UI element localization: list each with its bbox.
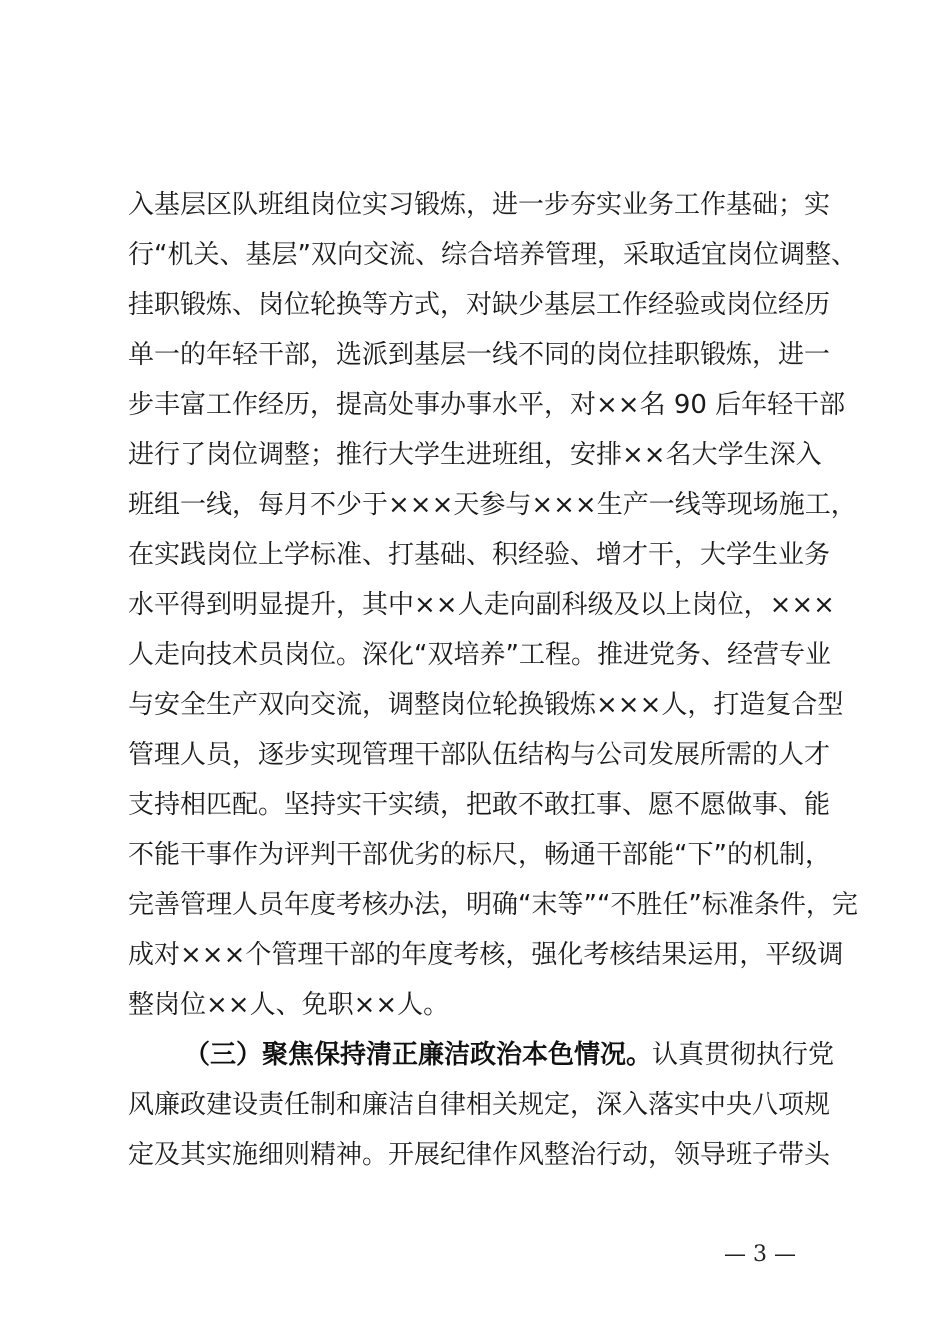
text-line: 定及其实施细则精神。开展纪律作风整治行动，领导班子带头	[128, 1140, 831, 1170]
section-first-line-text: 认真贯彻执行党	[652, 1040, 835, 1070]
text-line: 管理人员，逐步实现管理干部队伍结构与公司发展所需的人才	[128, 740, 831, 770]
text-line: 单一的年轻干部，选派到基层一线不同的岗位挂职锻炼，进一	[128, 340, 831, 370]
text-line: 整岗位××人、免职××人。	[128, 990, 450, 1020]
text-line: 水平得到明显提升，其中××人走向副科级及以上岗位，×××	[128, 590, 835, 620]
text-line: 步丰富工作经历，提高处事办事水平，对××名 90 后年轻干部	[128, 390, 846, 420]
body-text	[128, 180, 858, 1180]
text-line: 入基层区队班组岗位实习锻炼，进一步夯实业务工作基础；实	[128, 190, 831, 220]
text-line: 成对×××个管理干部的年度考核，强化考核结果运用，平级调	[128, 940, 844, 970]
text-line: 班组一线，每月不少于×××天参与×××生产一线等现场施工，	[128, 490, 857, 520]
text-line: 进行了岗位调整；推行大学生进班组，安排××名大学生深入	[128, 440, 822, 470]
section-heading-line	[128, 1030, 848, 1080]
text-line: 与安全生产双向交流，调整岗位轮换锻炼×××人，打造复合型	[128, 690, 844, 720]
section-heading: （三）聚焦保持清正廉洁政治本色情况。	[184, 1040, 653, 1070]
text-line: 挂职锻炼、岗位轮换等方式，对缺少基层工作经验或岗位经历	[128, 290, 831, 320]
text-line: 行“机关、基层”双向交流、综合培养管理，采取适宜岗位调整、	[128, 240, 857, 270]
text-line: 不能干事作为评判干部优劣的标尺，畅通干部能“下”的机制，	[128, 840, 831, 870]
text-line: 人走向技术员岗位。深化“双培养”工程。推进党务、经营专业	[128, 640, 831, 670]
text-line: 在实践岗位上学标准、打基础、积经验、增才干，大学生业务	[128, 540, 831, 570]
text-line: 完善管理人员年度考核办法，明确“末等”“不胜任”标准条件，完	[128, 890, 858, 920]
page-number: — 3 —	[724, 1242, 796, 1267]
text-line: 支持相匹配。坚持实干实绩，把敢不敢扛事、愿不愿做事、能	[128, 790, 831, 820]
text-line: 风廉政建设责任制和廉洁自律相关规定，深入落实中央八项规	[128, 1090, 831, 1120]
